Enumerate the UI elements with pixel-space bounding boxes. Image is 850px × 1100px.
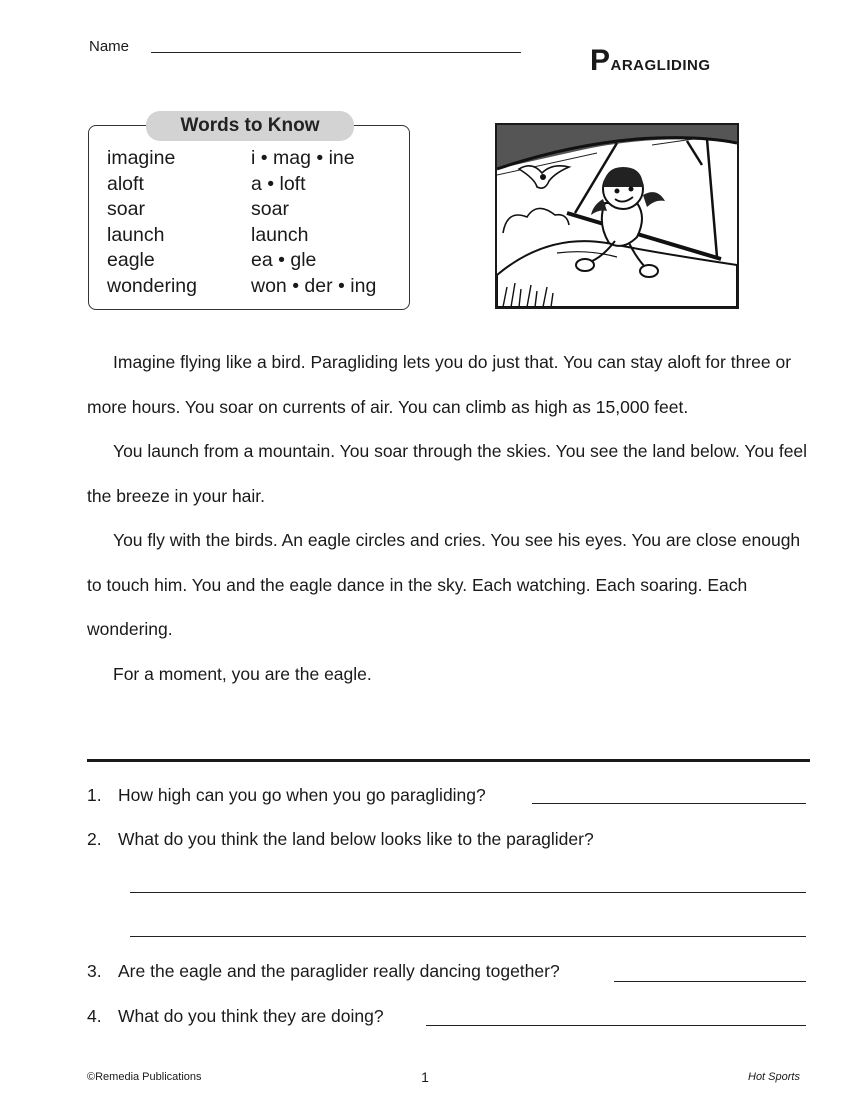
vocab-syllables: ea • gle [251, 249, 317, 272]
paraglider-cartoon-icon [495, 123, 739, 309]
vocab-row [107, 172, 407, 198]
vocab-syllables: soar [251, 198, 289, 221]
vocab-syllables: launch [251, 223, 309, 246]
question-text: What do you think the land below looks like to the paraglider? [118, 829, 594, 849]
question-text: How high can you go when you go paragliding? [118, 785, 486, 805]
question-4 [87, 1006, 384, 1027]
page-title-rest: aragliding [610, 50, 711, 75]
vocab-word: wondering [107, 274, 197, 297]
answer-line-2b[interactable] [130, 936, 806, 937]
words-to-know-heading: Words to Know [146, 111, 354, 141]
vocab-row [107, 146, 407, 172]
vocab-word: imagine [107, 147, 176, 169]
vocab-word: eagle [107, 249, 155, 272]
page-title [590, 44, 711, 78]
passage-paragraph: You fly with the birds. An eagle circles and cries. You see his eyes. You are close enough to touch him. You and the eagle dance in the sky. Each watching. Each soaring. Each wondering. [87, 530, 801, 639]
vocab-row [107, 274, 407, 300]
vocab-syllables: a • loft [251, 172, 306, 195]
passage-paragraph: For a moment, you are the eagle. [113, 663, 372, 684]
words-to-know-list [107, 146, 407, 300]
passage-paragraph: Imagine flying like a bird. Paragliding lets you do just that. You can stay aloft for three or more hours. You soar on currents of air. You can climb as high as 15,000 feet. [87, 352, 792, 417]
question-2 [87, 829, 594, 850]
question-1 [87, 785, 486, 806]
vocab-syllables: i • mag • ine [251, 147, 355, 169]
footer-publisher: ©Remedia Publications [87, 1071, 202, 1083]
passage-paragraph: You launch from a mountain. You soar through the skies. You see the land below. You feel the breeze in your hair. [87, 441, 808, 506]
vocab-row [107, 248, 407, 274]
vocab-word: aloft [107, 172, 144, 195]
answer-line-2a[interactable] [130, 892, 806, 893]
reading-passage [87, 340, 812, 696]
question-text: Are the eagle and the paraglider really dancing together? [118, 961, 560, 981]
section-divider [87, 759, 810, 762]
vocab-syllables: won • der • ing [251, 274, 377, 297]
footer-series: Hot Sports [748, 1071, 800, 1083]
footer-page-number: 1 [421, 1069, 429, 1085]
name-input-line[interactable] [151, 52, 521, 53]
question-3 [87, 961, 560, 982]
name-label: Name [89, 38, 130, 55]
question-number: 3. [87, 961, 102, 981]
question-number: 2. [87, 829, 102, 849]
vocab-word: launch [107, 223, 165, 246]
vocab-row [107, 197, 407, 223]
page-title-initial: P [590, 44, 611, 77]
vocab-row [107, 223, 407, 249]
answer-line-3[interactable] [614, 981, 806, 982]
answer-line-1[interactable] [532, 803, 806, 804]
vocab-word: soar [107, 198, 145, 221]
question-text: What do you think they are doing? [118, 1006, 384, 1026]
question-number: 1. [87, 785, 102, 805]
question-number: 4. [87, 1006, 102, 1026]
answer-line-4[interactable] [426, 1025, 806, 1026]
